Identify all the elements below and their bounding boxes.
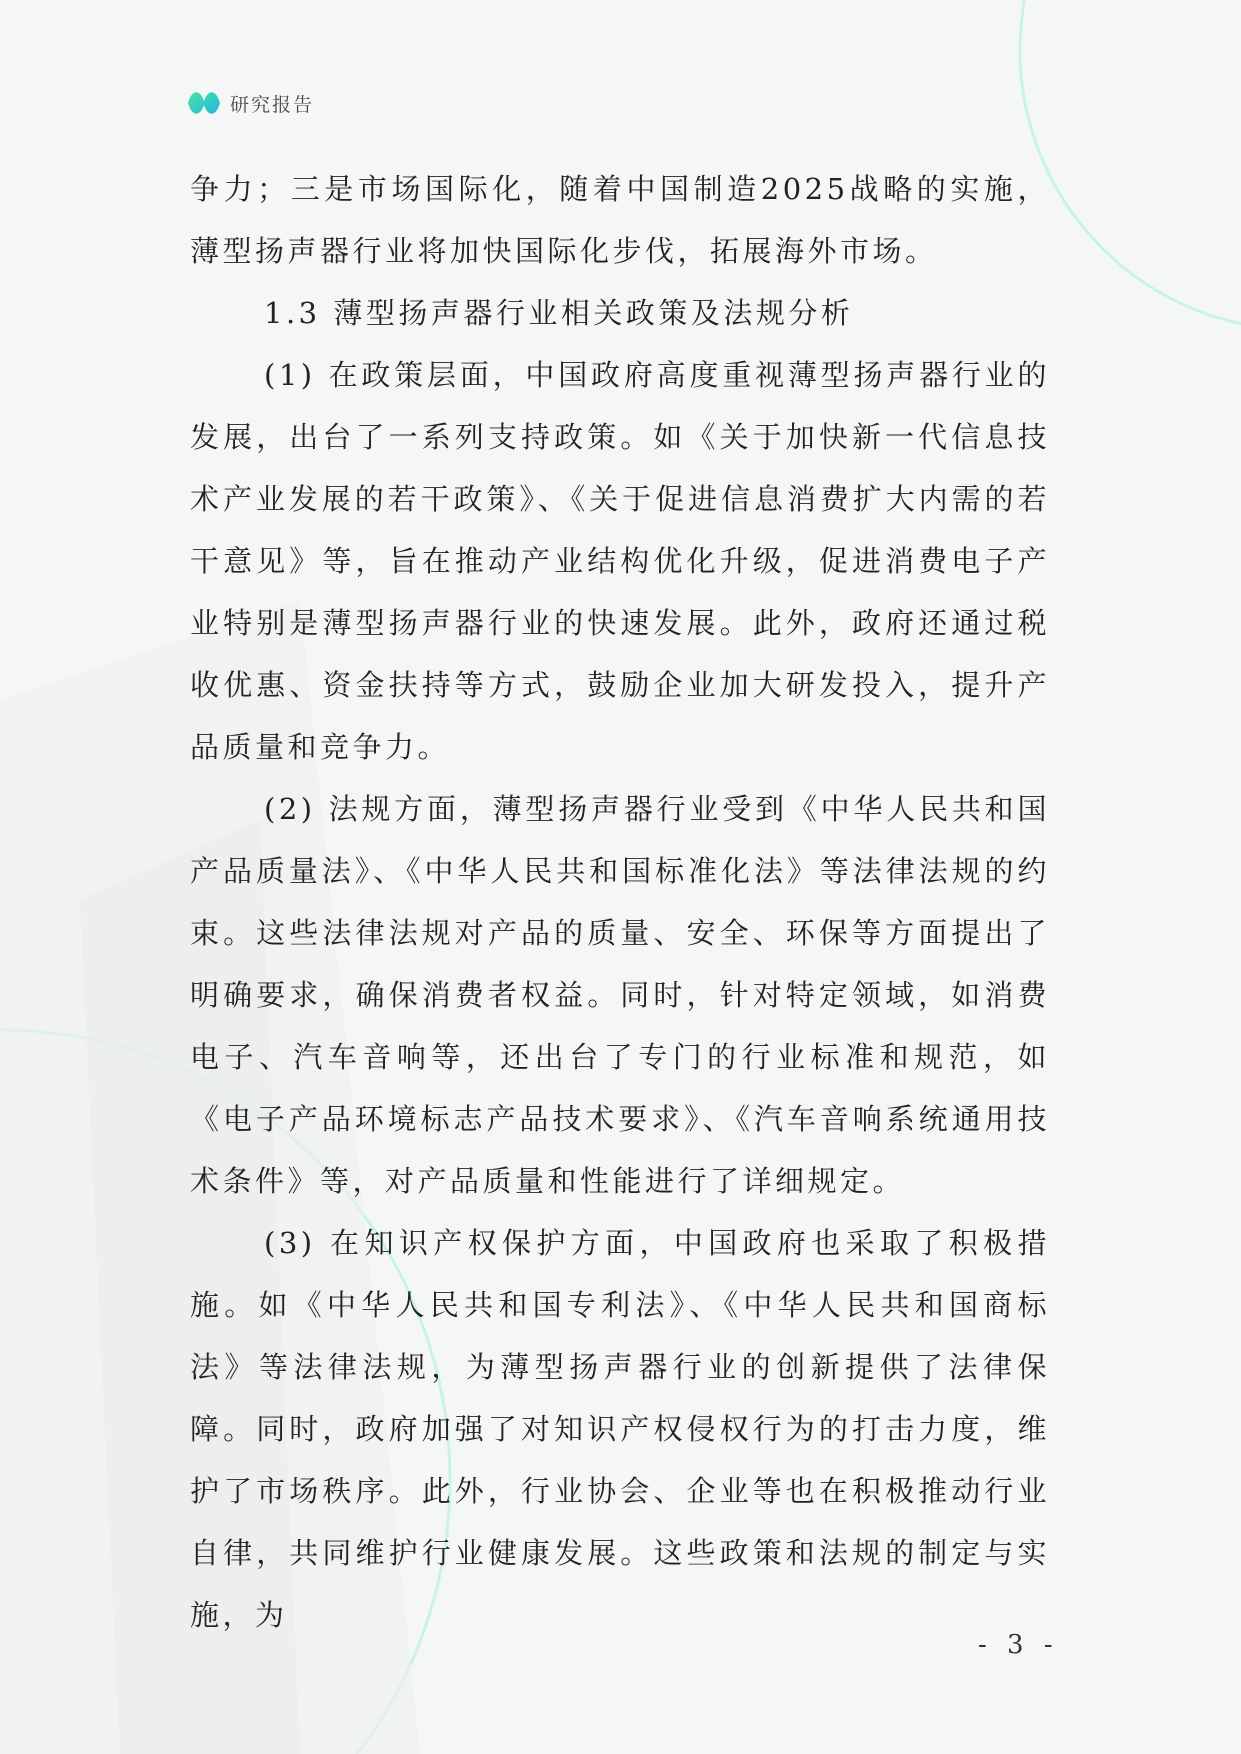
paragraph-policy: (1) 在政策层面，中国政府高度重视薄型扬声器行业的发展，出台了一系列支持政策。如《关于加快新一代信息技术产业发展的若干政策》、《关于促进信息消费扩大内需的若干意见》等，旨在推动产业结构优化升级，促进消费电子产业特别是薄型扬声器行业的快速发展。此外，政府还通过税收优惠、资金扶持等方式，鼓励企业加大研发投入，提升产品质量和竞争力。	[190, 358, 1050, 764]
green-gradient-logo-icon	[186, 87, 222, 119]
paragraph-regulations: (2) 法规方面，薄型扬声器行业受到《中华人民共和国产品质量法》、《中华人民共和国标准化法》等法律法规的约束。这些法律法规对产品的质量、安全、环保等方面提出了明确要求，确保消费者权益。同时，针对特定领域，如消费电子、汽车音响等，还出台了专门的行业标准和规范，如《电子产品环境标志产品技术要求》、《汽车音响系统通用技术条件》等，对产品质量和性能进行了详细规定。	[190, 792, 1050, 1198]
paragraph-ip-protection: (3) 在知识产权保护方面，中国政府也采取了积极措施。如《中华人民共和国专利法》、《中华人民共和国商标法》等法律法规，为薄型扬声器行业的创新提供了法律保障。同时，政府加强了对知识产权侵权行为的打击力度，维护了市场秩序。此外，行业协会、企业等也在积极推动行业自律，共同维护行业健康发展。这些政策和法规的制定与实施，为	[190, 1226, 1050, 1632]
section-heading: 1.3 薄型扬声器行业相关政策及法规分析	[264, 296, 854, 330]
page-number: - 3 -	[978, 1630, 1059, 1660]
report-header	[186, 87, 314, 119]
document-body	[190, 158, 1050, 1646]
paragraph-continuation: 争力；三是市场国际化，随着中国制造2025战略的实施，薄型扬声器行业将加快国际化步伐，拓展海外市场。	[190, 172, 1050, 268]
report-brand-label: 研究报告	[230, 93, 315, 116]
